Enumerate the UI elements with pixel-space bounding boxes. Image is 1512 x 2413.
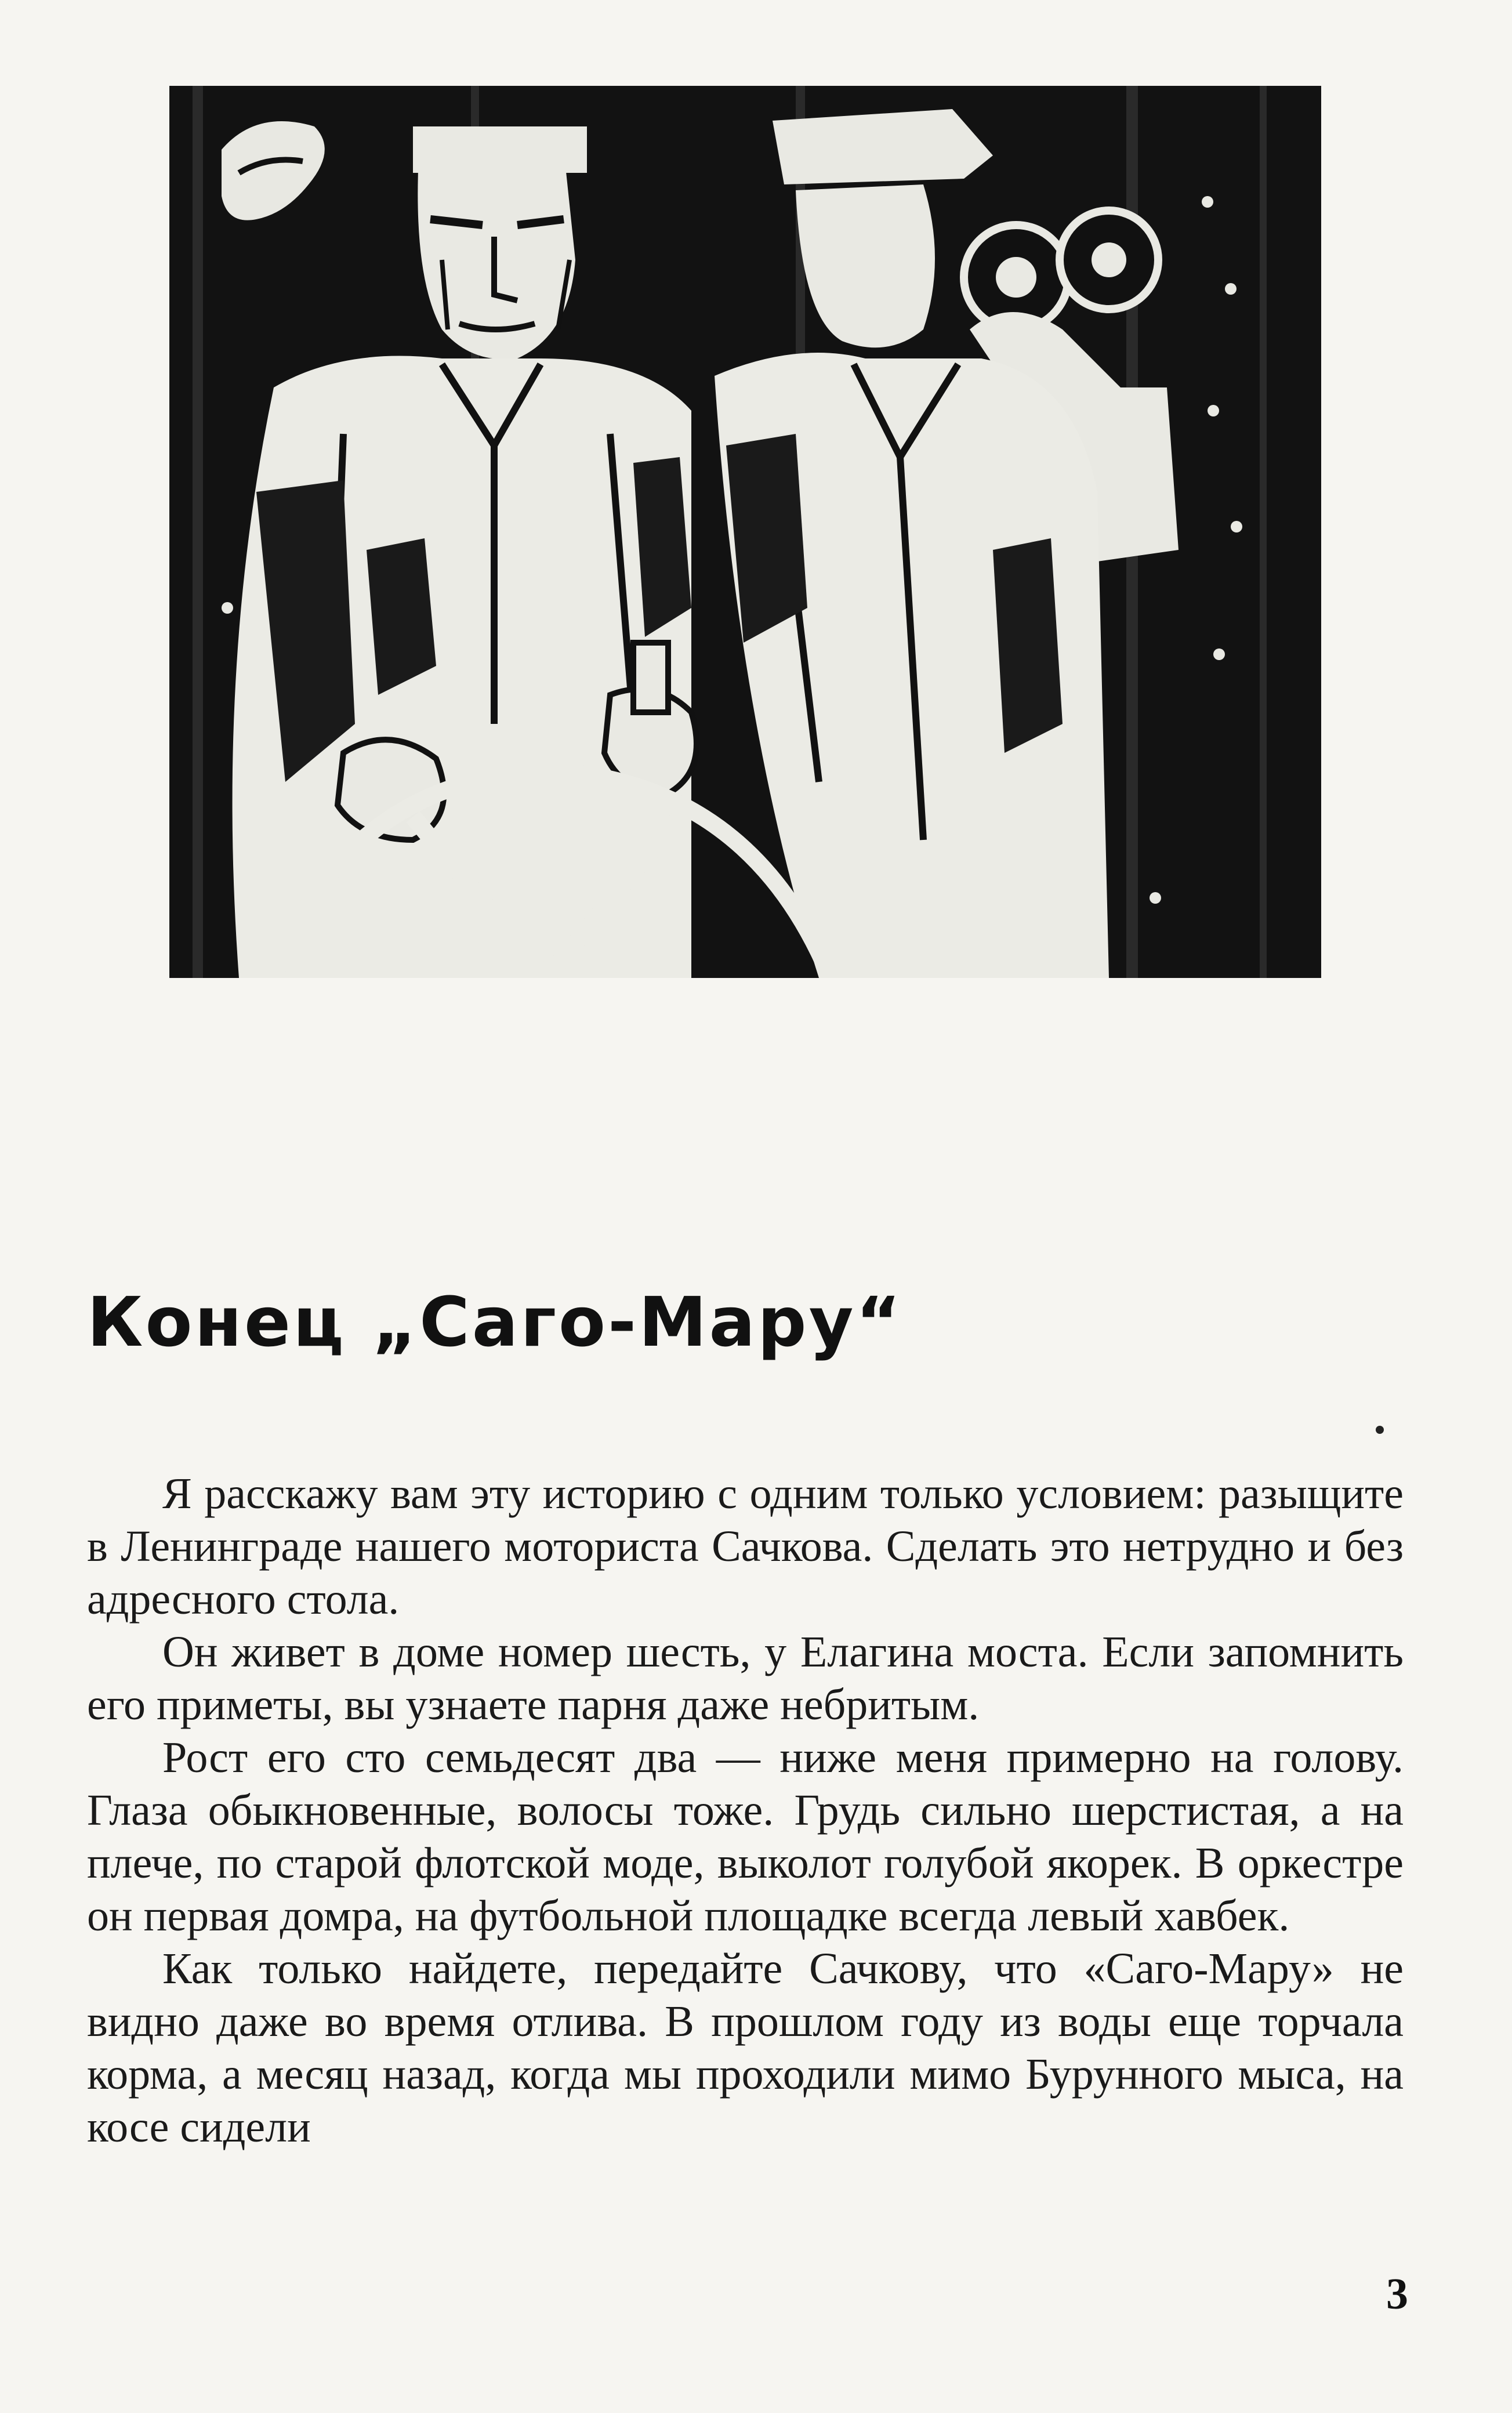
paragraph: Как только найдете, передайте Сачкову, что «Саго-Мару» не видно даже во время отлива. В прошлом году из воды еще торчала корма, а месяц назад, когда мы проходили мимо Бурунного мыса, на косе сидели	[87, 1944, 1404, 2151]
paragraph: Рост его сто семьдесят два — ниже меня примерно на голову. Глаза обыкновенные, волосы тоже. Грудь сильно шерстистая, а на плече, по старой флотской моде, выколот голубой якорек. В оркестре он первая домра, на футбольной площадке всегда левый хавбек.	[87, 1733, 1404, 1940]
body-text	[87, 1468, 1404, 2154]
chapter-title: Конец „Саго-Мару“	[87, 1282, 904, 1362]
illustration-drawing	[169, 86, 1321, 978]
illustration-sailors-at-helm	[169, 86, 1321, 978]
page-number: 3	[1386, 2270, 1408, 2318]
paragraph: Он живет в доме номер шесть, у Елагина моста. Если запомнить его приметы, вы узнаете парня даже небритым.	[87, 1628, 1404, 1729]
decorative-dot	[1376, 1426, 1384, 1434]
paragraph: Я расскажу вам эту историю с одним только условием: разыщите в Ленинграде нашего моториста Сачкова. Сделать это нетрудно и без адресного стола.	[87, 1469, 1404, 1624]
